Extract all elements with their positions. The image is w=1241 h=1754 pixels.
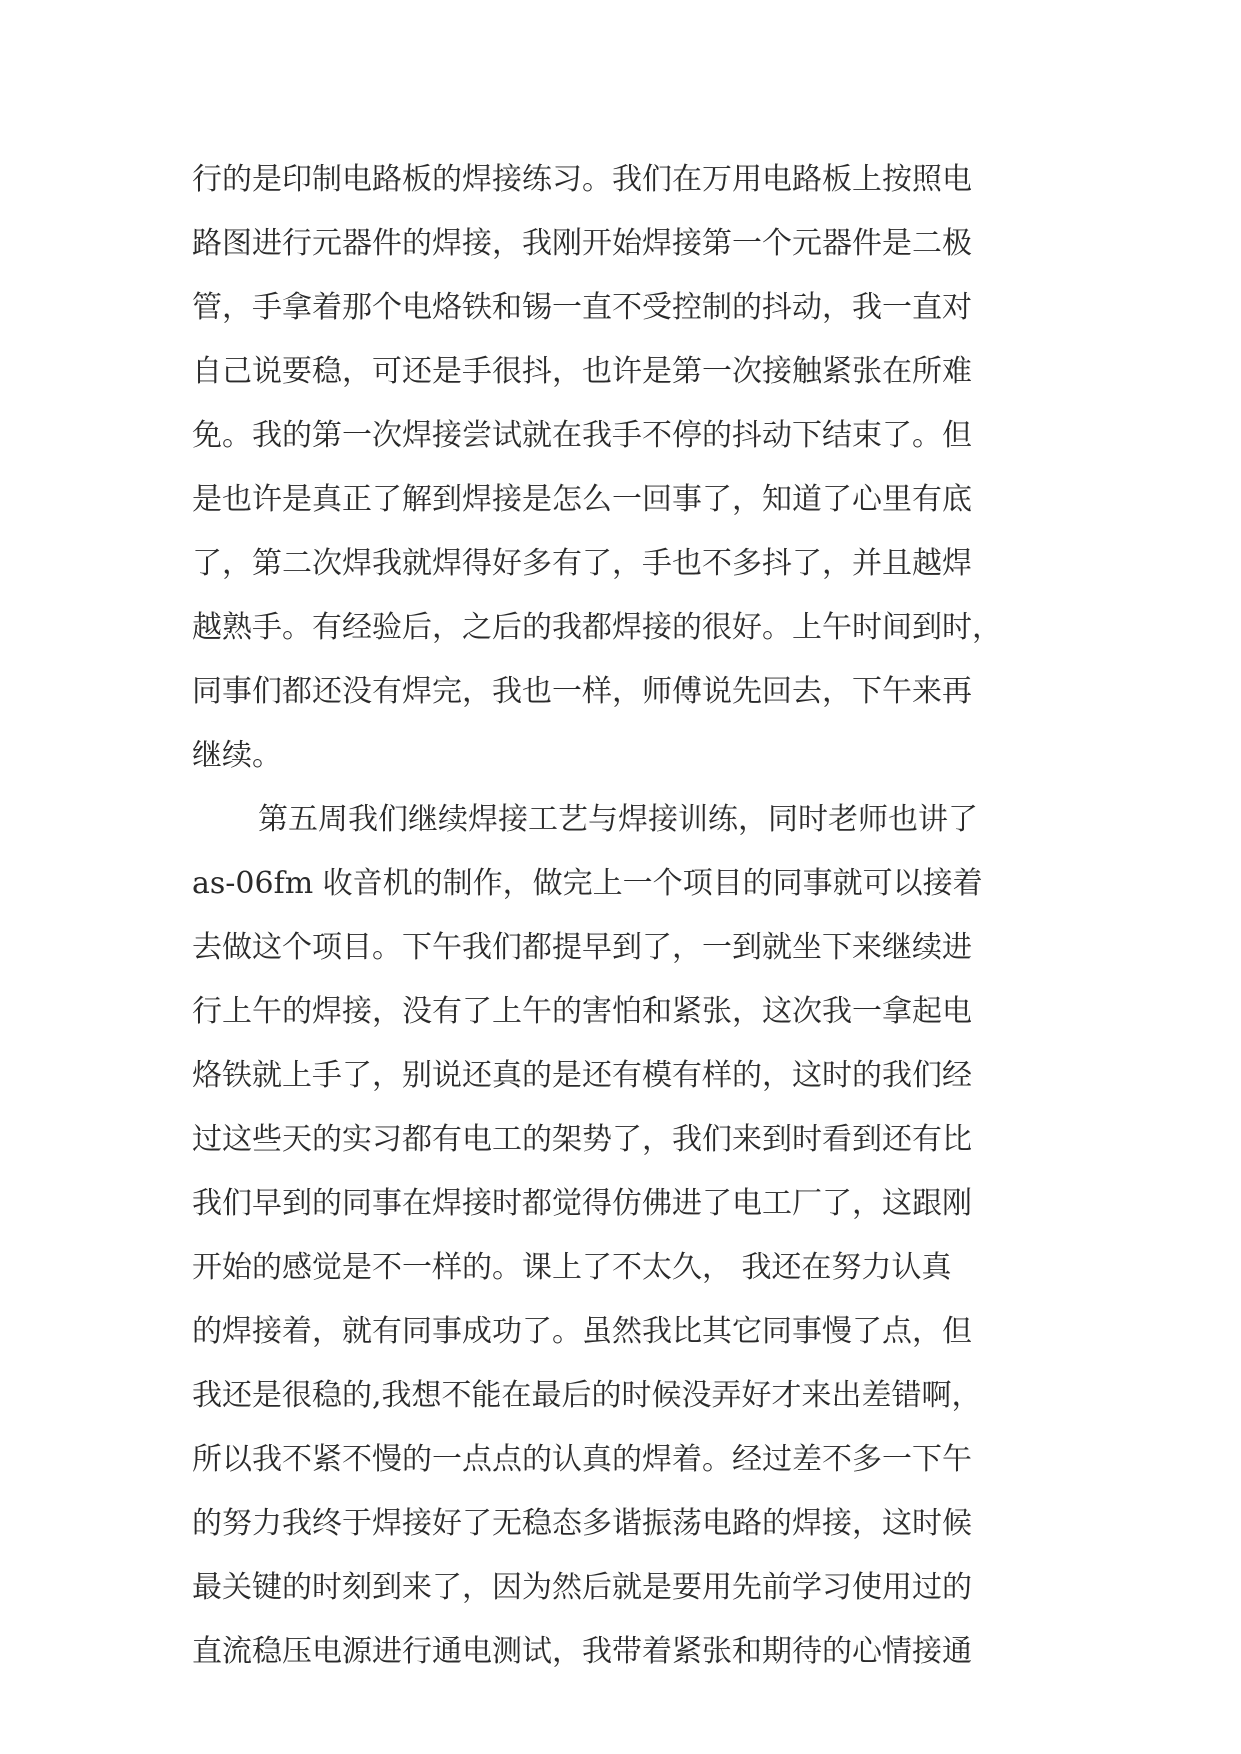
text-line: 自己说要稳，可还是手很抖，也许是第一次接触紧张在所难 <box>192 354 972 389</box>
text-line: 去做这个项目。下午我们都提早到了，一到就坐下来继续进 <box>192 930 972 965</box>
text-line: 行的是印制电路板的焊接练习。我们在万用电路板上按照电 <box>192 162 972 197</box>
text-line: as-06fm 收音机的制作，做完上一个项目的同事就可以接着 <box>192 866 983 901</box>
text-line: 我们早到的同事在焊接时都觉得仿佛进了电工厂了，这跟刚 <box>192 1186 972 1221</box>
text-line: 越熟手。有经验后，之后的我都焊接的很好。上午时间到时， <box>192 610 1002 645</box>
text-line: 是也许是真正了解到焊接是怎么一回事了，知道了心里有底 <box>192 482 972 517</box>
text-line: 了，第二次焊我就焊得好多有了，手也不多抖了，并且越焊 <box>192 546 972 581</box>
text-line: 我还是很稳的,我想不能在最后的时候没弄好才来出差错啊， <box>192 1378 982 1413</box>
text-line: 最关键的时刻到来了，因为然后就是要用先前学习使用过的 <box>192 1570 972 1605</box>
text-line: 免。我的第一次焊接尝试就在我手不停的抖动下结束了。但 <box>192 418 972 453</box>
text-line: 行上午的焊接，没有了上午的害怕和紧张，这次我一拿起电 <box>192 994 972 1029</box>
text-line: 继续。 <box>192 738 282 773</box>
body-text <box>192 148 1062 1684</box>
paragraph-first-line: 第五周我们继续焊接工艺与焊接训练，同时老师也讲了 <box>258 802 978 837</box>
text-line: 开始的感觉是不一样的。课上了不太久， 我还在努力认真 <box>192 1250 952 1285</box>
text-line: 烙铁就上手了，别说还真的是还有模有样的，这时的我们经 <box>192 1058 972 1093</box>
text-line: 同事们都还没有焊完，我也一样，师傅说先回去，下午来再 <box>192 674 972 709</box>
text-line: 管，手拿着那个电烙铁和锡一直不受控制的抖动，我一直对 <box>192 290 972 325</box>
text-line: 直流稳压电源进行通电测试，我带着紧张和期待的心情接通 <box>192 1634 972 1669</box>
text-line: 路图进行元器件的焊接，我刚开始焊接第一个元器件是二极 <box>192 226 972 261</box>
text-line: 所以我不紧不慢的一点点的认真的焊着。经过差不多一下午 <box>192 1442 972 1477</box>
text-line: 的努力我终于焊接好了无稳态多谐振荡电路的焊接，这时候 <box>192 1506 972 1541</box>
text-line: 的焊接着，就有同事成功了。虽然我比其它同事慢了点，但 <box>192 1314 972 1349</box>
text-line: 过这些天的实习都有电工的架势了，我们来到时看到还有比 <box>192 1122 972 1157</box>
